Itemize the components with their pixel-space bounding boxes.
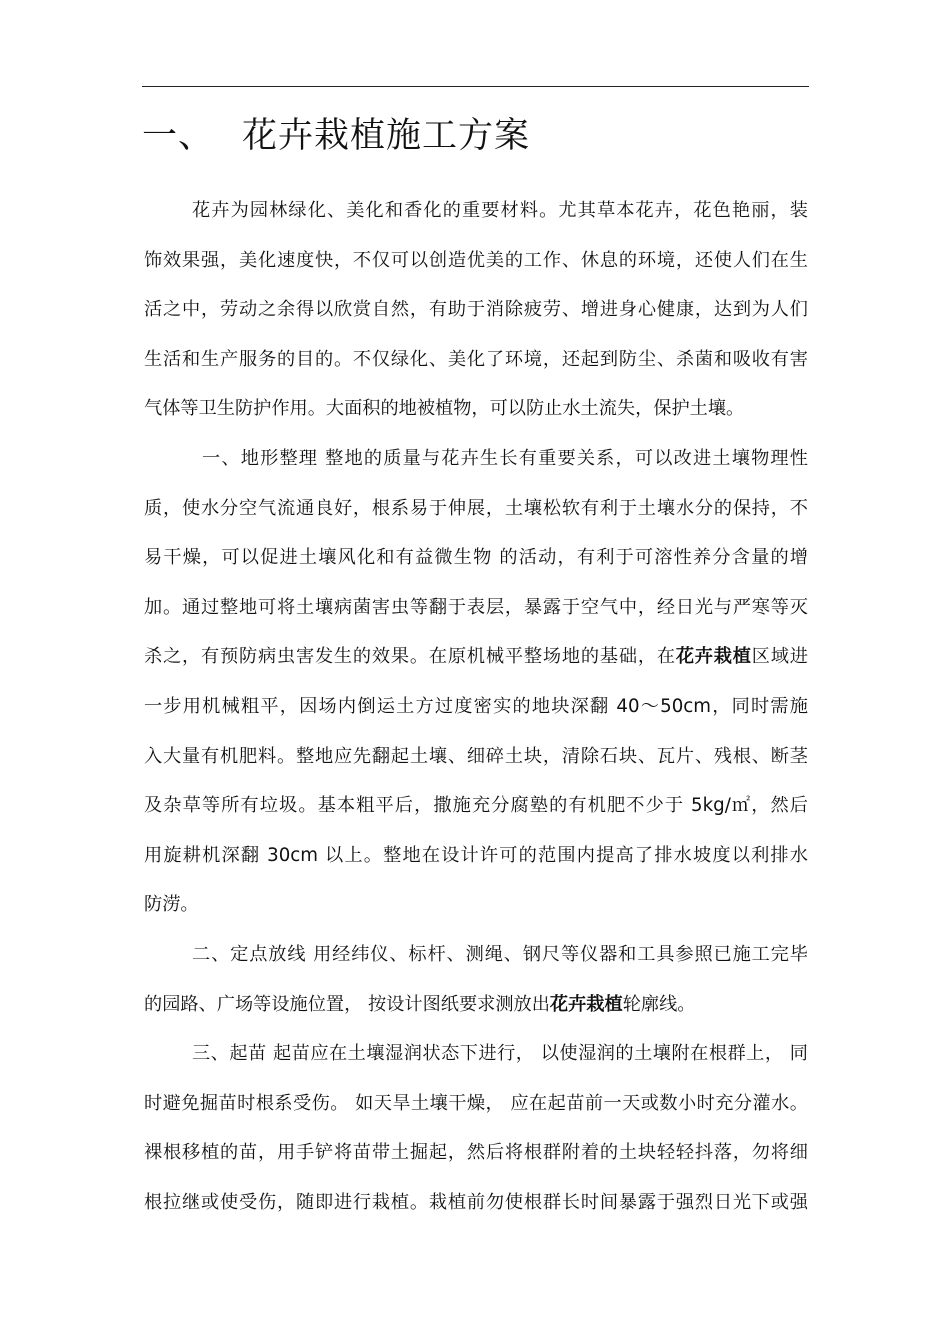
bold-term: 花卉栽植	[675, 646, 752, 668]
paragraph-line: 易干燥，可以促进土壤风化和有益微生物 的活动，有利于可溶性养分含量的增	[144, 547, 808, 569]
heading-number: 一、	[142, 116, 215, 156]
paragraph-line: 时避免掘苗时根系受伤。 如天旱土壤干燥， 应在起苗前一天或数小时充分灌水。	[144, 1092, 808, 1114]
paragraph-line: 一、地形整理 整地的质量与花卉生长有重要关系，可以改进土壤物理性	[202, 447, 808, 469]
line-text: 区域进	[751, 646, 808, 668]
paragraph-line: 质，使水分空气流通良好，根系易于伸展，土壤松软有利于土壤水分的保持，不	[144, 497, 808, 519]
paragraph-line: 花卉为园林绿化、美化和香化的重要材料。尤其草本花卉，花色艳丽，装	[192, 200, 808, 221]
section-heading	[142, 108, 530, 158]
paragraph-line: 加。通过整地可将土壤病菌害虫等翻于表层，暴露于空气中，经日光与严寒等灭	[144, 596, 808, 618]
paragraph-line: 一步用机械粗平，因场内倒运土方过度密实的地块深翻 40～50cm，同时需施	[144, 695, 808, 717]
paragraph-line: 用旋耕机深翻 30cm 以上。整地在设计许可的范围内提高了排水坡度以利排水	[144, 844, 808, 866]
paragraph-line: 三、起苗 起苗应在土壤湿润状态下进行， 以使湿润的土壤附在根群上， 同	[192, 1043, 808, 1065]
paragraph-line: 生活和生产服务的目的。不仅绿化、美化了环境，还起到防尘、杀菌和吸收有害	[144, 348, 808, 370]
bold-term: 花卉栽植	[549, 993, 623, 1015]
paragraph-line: 二、定点放线 用经纬仪、标杆、测绳、钢尺等仪器和工具参照已施工完毕	[192, 943, 808, 965]
document-body	[144, 186, 808, 1227]
paragraph-line	[144, 980, 808, 1030]
line-text: 轮廓线。	[622, 993, 696, 1015]
paragraph-line: 防涝。	[144, 894, 199, 916]
paragraph-line: 活之中，劳动之余得以欣赏自然，有助于消除疲劳、增进身心健康，达到为人们	[144, 299, 808, 321]
paragraph-line	[144, 632, 808, 682]
heading-title: 花卉栽植施工方案	[242, 116, 531, 156]
line-text: 的园路、广场等设施位置， 按设计图纸要求测放出	[144, 993, 550, 1015]
paragraph-line: 裸根移植的苗，用手铲将苗带土掘起，然后将根群附着的土块轻轻抖落，勿将细	[144, 1142, 808, 1164]
header-rule	[142, 86, 809, 87]
paragraph-line: 饰效果强，美化速度快，不仅可以创造优美的工作、休息的环境，还使人们在生	[144, 249, 808, 271]
paragraph-line: 入大量有机肥料。整地应先翻起土壤、细碎土块，清除石块、瓦片、残根、断茎	[144, 745, 808, 767]
paragraph-line: 及杂草等所有垃圾。基本粗平后，撒施充分腐塾的有机肥不少于 5kg/㎡，然后	[144, 795, 808, 817]
paragraph-line: 气体等卫生防护作用。大面积的地被植物，可以防止水土流失，保护土壤。	[144, 398, 745, 420]
paragraph-line: 根拉继或使受伤，随即进行栽植。栽植前勿使根群长时间暴露于强烈日光下或强	[144, 1191, 808, 1213]
line-text: 杀之，有预防病虫害发生的效果。在原机械平整场地的基础，在	[144, 646, 676, 668]
